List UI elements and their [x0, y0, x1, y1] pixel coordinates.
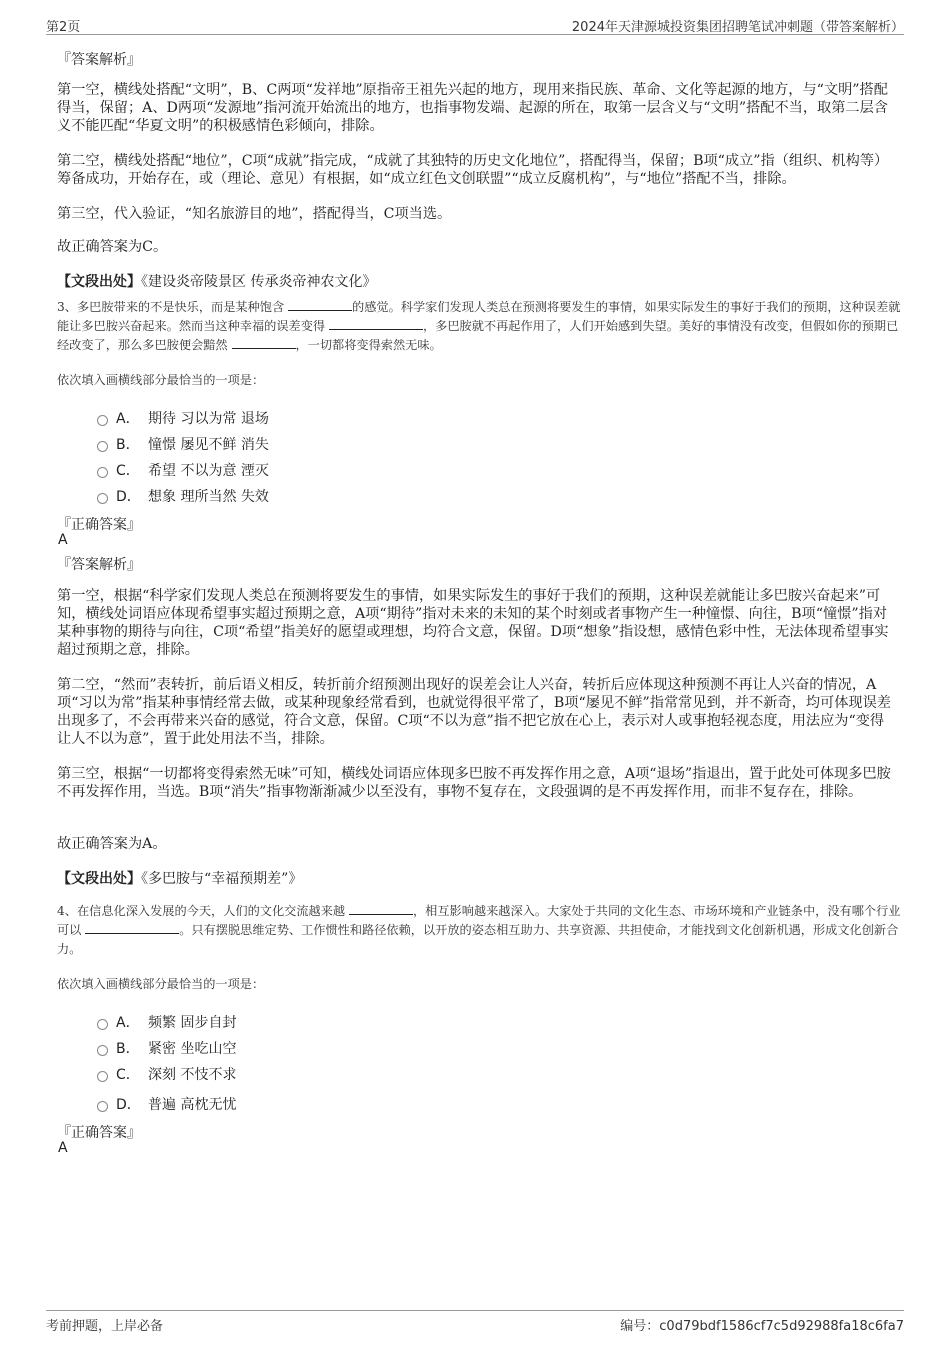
analysis-paragraph: 第二空，“然而”表转折，前后语义相反，转折前介绍预测出现好的误差会让人兴奋，转折后应体现这种预测不再让人兴奋的情况，A项“习以为常”指某种事情经常去做，或某种现象经常看到，也就觉得很平常了，B项“屡见不鲜”指常常见到，并不新奇，均可体现误差出现多了，不会再带来兴奋的感觉，符合文意，保留。C项“不以为意”指不把它放在心上，表示对人或事抱轻视态度，用法应为“变得让人不以为意”，置于此处用法不当，排除。	[57, 677, 891, 747]
source-citation	[57, 868, 302, 888]
question-prompt: 依次填入画横线部分最恰当的一项是：	[57, 977, 265, 991]
document-title: 2024年天津源城投资集团招聘笔试冲刺题（带答案解析）	[571, 20, 904, 35]
analysis-paragraph: 第二空，横线处搭配“地位”，C项“成就”指完成，“成就了其独特的历史文化地位”，搭配得当，保留；B项“成立”指（组织、机构等）筹备成功，开始存在，或（理论、意见）有根据，如“成立红色文创联盟”“成立反腐机构”，与“地位”搭配不当，排除。	[57, 153, 889, 187]
radio-icon[interactable]	[97, 1045, 108, 1056]
radio-icon[interactable]	[97, 415, 108, 426]
option-b[interactable]: B． 紧密 坐吃山空	[97, 1038, 236, 1058]
analysis-paragraph: 第一空，横线处搭配“文明”，B、C两项“发祥地”原指帝王祖先兴起的地方，现用来指民族、革命、文化等起源的地方，与“文明”搭配得当，保留；A、D两项“发源地”指河流开始流出的地方，也指事物发端、起源的所在，取第一层含义与“文明”搭配不当，取第二层含义不能匹配“华夏文明”的积极感情色彩倾向，排除。	[57, 82, 888, 134]
analysis-paragraph: 第一空，根据“科学家们发现人类总在预测将要发生的事情，如果实际发生的事好于我们的预期，这种误差就能让多巴胺兴奋起来”可知，横线处词语应体现希望事实超过预期之意，A项“期待”指对未来的未知的某个时刻或者事物产生一种憧憬、向往，B项“憧憬”指对某种事物的期待与向往，C项“希望”指美好的愿望或理想，均符合文意，保留。D项“想象”指设想，感情色彩中性，无法体现希望事实超过预期之意，排除。	[57, 588, 889, 658]
analysis-label: 『答案解析』	[57, 52, 141, 68]
option-a[interactable]: A． 频繁 固步自封	[97, 1012, 236, 1032]
radio-icon[interactable]	[97, 441, 108, 452]
question-prompt: 依次填入画横线部分最恰当的一项是：	[57, 373, 265, 387]
option-b[interactable]: B． 憧憬 屡见不鲜 消失	[97, 434, 269, 454]
question-3-stem: 3、多巴胺带来的不是快乐，而是某种饱含 的感觉。科学家们发现人类总在预测将要发生的事情，如果实际发生的事好于我们的预期，这种误差就能让多巴胺兴奋起来。然而当这种幸福的误差变得 ，多巴胺就不再起作用了，人们开始感到失望。美好的事情没有改变，但假如你的预期已经改变了，那么多巴胺便会黯然 ，一切都将变得索然无味。	[57, 300, 901, 352]
correct-answer: A	[58, 532, 68, 548]
blank-1	[288, 298, 352, 311]
option-c[interactable]: C． 深刻 不忮不求	[97, 1064, 236, 1084]
document-code: 编号：c0d79bdf1586cf7c5d92988fa18c6fa7	[620, 1319, 904, 1334]
page-footer	[46, 1310, 904, 1333]
source-citation	[57, 271, 376, 291]
correct-answer: A	[58, 1140, 68, 1156]
analysis-conclusion: 故正确答案为A。	[57, 836, 167, 852]
source-label: 【文段出处】	[57, 274, 141, 290]
blank-3	[232, 336, 296, 349]
analysis-label: 『答案解析』	[57, 557, 141, 573]
radio-icon[interactable]	[97, 1071, 108, 1082]
option-a[interactable]: A． 期待 习以为常 退场	[97, 408, 269, 428]
source-label: 【文段出处】	[57, 871, 141, 887]
source-title: 《多巴胺与“幸福预期差”》	[141, 871, 303, 887]
option-d[interactable]: D． 普遍 高枕无忧	[97, 1094, 236, 1114]
analysis-paragraph: 第三空，根据“一切都将变得索然无味”可知，横线处词语应体现多巴胺不再发挥作用之意，A项“退场”指退出，置于此处可体现多巴胺不再发挥作用，当选。B项“消失”指事物渐渐减少以至没有，事物不复存在，文段强调的是不再发挥作用，而非不复存在，排除。	[57, 766, 891, 800]
blank-2	[329, 317, 423, 330]
radio-icon[interactable]	[97, 1101, 108, 1112]
analysis-conclusion: 故正确答案为C。	[57, 239, 168, 255]
radio-icon[interactable]	[97, 1019, 108, 1030]
radio-icon[interactable]	[97, 467, 108, 478]
footer-slogan: 考前押题，上岸必备	[46, 1319, 164, 1334]
option-d[interactable]: D． 想象 理所当然 失效	[97, 486, 269, 506]
option-c[interactable]: C． 希望 不以为意 湮灭	[97, 460, 269, 480]
radio-icon[interactable]	[97, 493, 108, 504]
correct-answer-label: 『正确答案』	[57, 517, 141, 533]
page-header	[46, 14, 904, 35]
correct-answer-label: 『正确答案』	[57, 1125, 141, 1141]
blank-1	[349, 902, 413, 915]
page-number: 第2页	[46, 20, 81, 35]
blank-2	[85, 921, 179, 934]
source-title: 《建设炎帝陵景区 传承炎帝神农文化》	[141, 274, 377, 290]
question-4-stem: 4、在信息化深入发展的今天，人们的文化交流越来越 ，相互影响越来越深入。大家处于共同的文化生态、市场环境和产业链条中，没有哪个行业可以 。只有摆脱思维定势、工作惯性和路径依赖，以开放的姿态相互助力、共享资源、共担使命，才能找到文化创新机遇，形成文化创新合力。	[57, 904, 901, 956]
analysis-paragraph: 第三空，代入验证，“知名旅游目的地”，搭配得当，C项当选。	[57, 206, 452, 222]
